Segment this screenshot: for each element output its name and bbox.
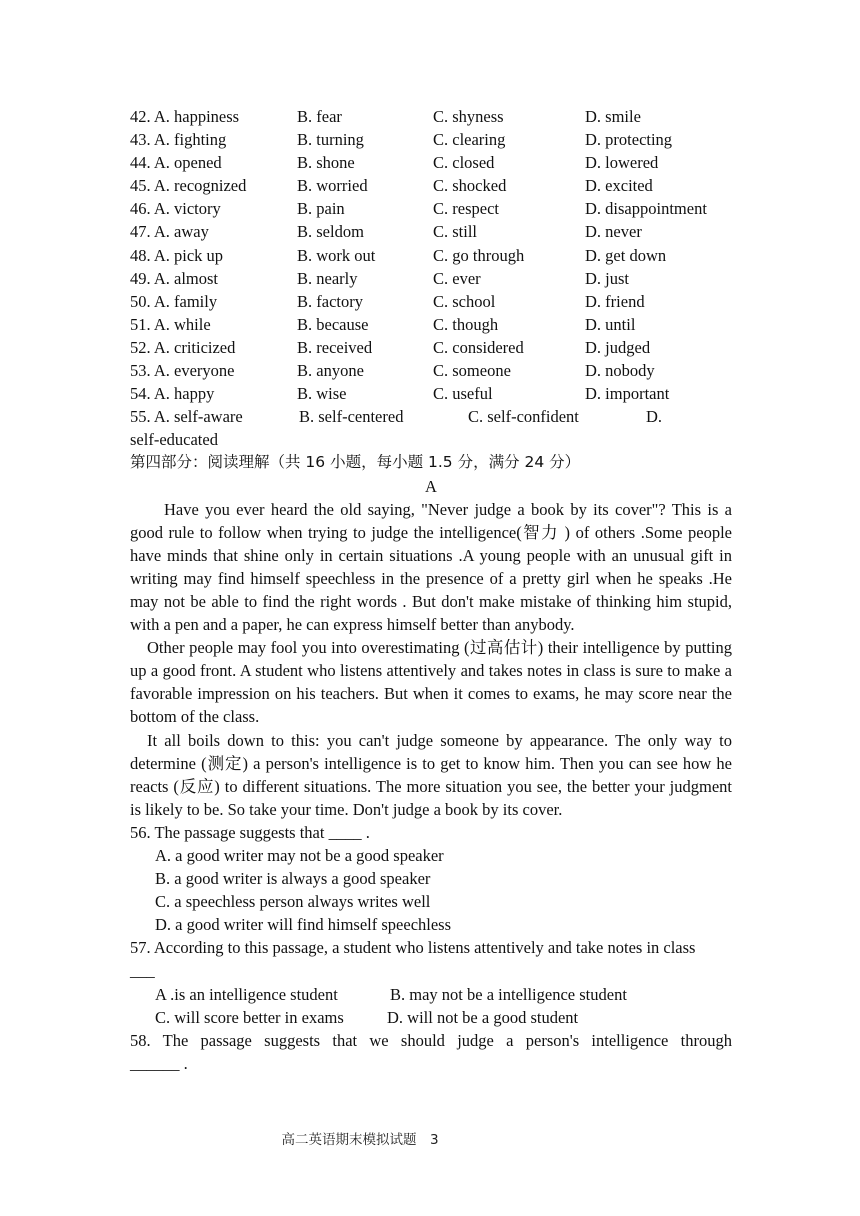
option-row [130, 244, 732, 267]
option-b: B. seldom [297, 222, 364, 242]
option-a: 47. A. away [130, 222, 209, 242]
option-row [130, 151, 732, 174]
option-d: D. just [585, 268, 630, 288]
page-footer [0, 1128, 860, 1148]
q55-option-c: C. self-confident [468, 407, 579, 427]
option-c: C. clearing [433, 130, 506, 150]
option-b: B. because [297, 314, 369, 334]
option-row [130, 128, 732, 151]
option-a: 46. A. victory [130, 199, 221, 219]
option-a: 50. A. family [130, 291, 218, 311]
q55-option-a: 55. A. self-aware [130, 407, 243, 427]
option-b: B. work out [297, 245, 376, 265]
option-a: 48. A. pick up [130, 245, 224, 265]
question-55-options [130, 405, 732, 428]
question-57-blank: ___ [130, 961, 155, 981]
q57-option-a: A .is an intelligence student [155, 984, 338, 1004]
option-d: D. judged [585, 337, 651, 357]
option-b: B. shone [297, 153, 355, 173]
option-d: D. never [585, 222, 642, 242]
option-c: C. someone [433, 361, 511, 381]
option-a: 49. A. almost [130, 268, 219, 288]
section-heading: 第四部分：阅读理解（共 16 小题，每小题 1.5 分，满分 24 分） [130, 453, 581, 472]
q57-options-row-1 [130, 983, 732, 1006]
option-c: C. considered [433, 337, 524, 357]
option-row [130, 290, 732, 313]
option-a: 45. A. recognized [130, 176, 247, 196]
option-b: B. pain [297, 199, 345, 219]
passage-letter: A [425, 476, 437, 496]
passage-paragraph-2: Other people may fool you into overestimating (过高估计) their intelligence by putting up a good front. A student who listens attentively and takes notes in class is sure to make a favorable impression on his teachers. But when it comes to exams, he may score near the bottom of the class. [130, 638, 732, 727]
question-57-stem: 57. According to this passage, a student who listens attentively and take notes in class [130, 938, 696, 958]
option-b: B. nearly [297, 268, 358, 288]
q57-option-b: B. may not be a intelligence student [390, 984, 627, 1004]
option-b: B. wise [297, 384, 347, 404]
option-row [130, 220, 732, 243]
q55-option-d-label: D. [646, 407, 663, 427]
option-c: C. ever [433, 268, 481, 288]
page-content [130, 105, 732, 1075]
q57-option-c: C. will score better in exams [155, 1007, 344, 1027]
option-d: D. nobody [585, 361, 655, 381]
option-c: C. shyness [433, 107, 504, 126]
option-a: 53. A. everyone [130, 361, 235, 381]
question-56-stem: 56. The passage suggests that ____ . [130, 822, 370, 842]
q55-option-d-text: self-educated [130, 430, 218, 450]
option-a: 43. A. fighting [130, 130, 227, 150]
option-a: 44. A. opened [130, 153, 222, 173]
q57-options-row-2 [130, 1006, 732, 1029]
option-d: D. until [585, 314, 636, 334]
option-b: B. worried [297, 176, 368, 196]
option-row [130, 105, 732, 128]
q57-option-d: D. will not be a good student [387, 1007, 579, 1027]
q56-option-d: D. a good writer will find himself speechless [155, 915, 452, 935]
option-row [130, 267, 732, 290]
option-b: B. anyone [297, 361, 364, 381]
option-b: B. received [297, 337, 373, 357]
option-d: D. important [585, 384, 670, 404]
option-b: B. factory [297, 291, 363, 311]
option-row [130, 336, 732, 359]
option-c: C. though [433, 314, 499, 334]
option-c: C. respect [433, 199, 499, 219]
option-b: B. fear [297, 107, 342, 126]
option-c: C. closed [433, 153, 495, 173]
q56-option-c: C. a speechless person always writes well [155, 892, 431, 912]
option-a: 42. A. happiness [130, 107, 240, 126]
option-row [130, 174, 732, 197]
option-row [130, 313, 732, 336]
option-d: D. excited [585, 176, 653, 196]
option-c: C. useful [433, 384, 493, 404]
question-58-stem: 58. The passage suggests that we should judge a person's intelligence through [130, 1030, 732, 1050]
q55-option-b: B. self-centered [299, 407, 404, 427]
option-d: D. protecting [585, 130, 673, 150]
cloze-options-table [130, 105, 732, 405]
option-d: D. friend [585, 291, 645, 311]
option-a: 54. A. happy [130, 384, 215, 404]
q56-option-b: B. a good writer is always a good speaker [155, 869, 431, 889]
option-d: D. disappointment [585, 199, 707, 219]
option-c: C. go through [433, 245, 525, 265]
passage-paragraph-3: It all boils down to this: you can't judge someone by appearance. The only way to determine (测定) a person's intelligence is to get to know him. Then you can see how he reacts (反应) to different situations. The more situation you see, the better your judgment is likely to be. So take your time. Don't judge a book by its cover. [130, 730, 732, 819]
option-a: 52. A. criticized [130, 337, 236, 357]
option-row [130, 382, 732, 405]
option-d: D. lowered [585, 153, 659, 173]
option-c: C. school [433, 291, 496, 311]
option-b: B. turning [297, 130, 364, 150]
option-c: C. shocked [433, 176, 507, 196]
q56-option-a: A. a good writer may not be a good speaker [155, 846, 444, 865]
option-row [130, 197, 732, 220]
question-58-blank: ______ . [130, 1053, 188, 1073]
footer-text: 高二英语期末模拟试题 3 [281, 1132, 439, 1148]
passage-paragraph-1: Have you ever heard the old saying, "Never judge a book by its cover"? This is a good rule to follow when trying to judge the intelligence(智力 ) of others .Some people have minds that shine only in certain situations .A young people with an unusual gift in writing may find himself speechless in the presence of a pretty girl when he speaks .He may not be able to find the right words . But don't make mistake of thinking him stupid, with a pen and a paper, he can express himself better than anybody. [130, 499, 732, 635]
option-a: 51. A. while [130, 314, 211, 334]
option-d: D. get down [585, 245, 667, 265]
option-row [130, 359, 732, 382]
option-d: D. smile [585, 107, 641, 126]
option-c: C. still [433, 222, 478, 242]
